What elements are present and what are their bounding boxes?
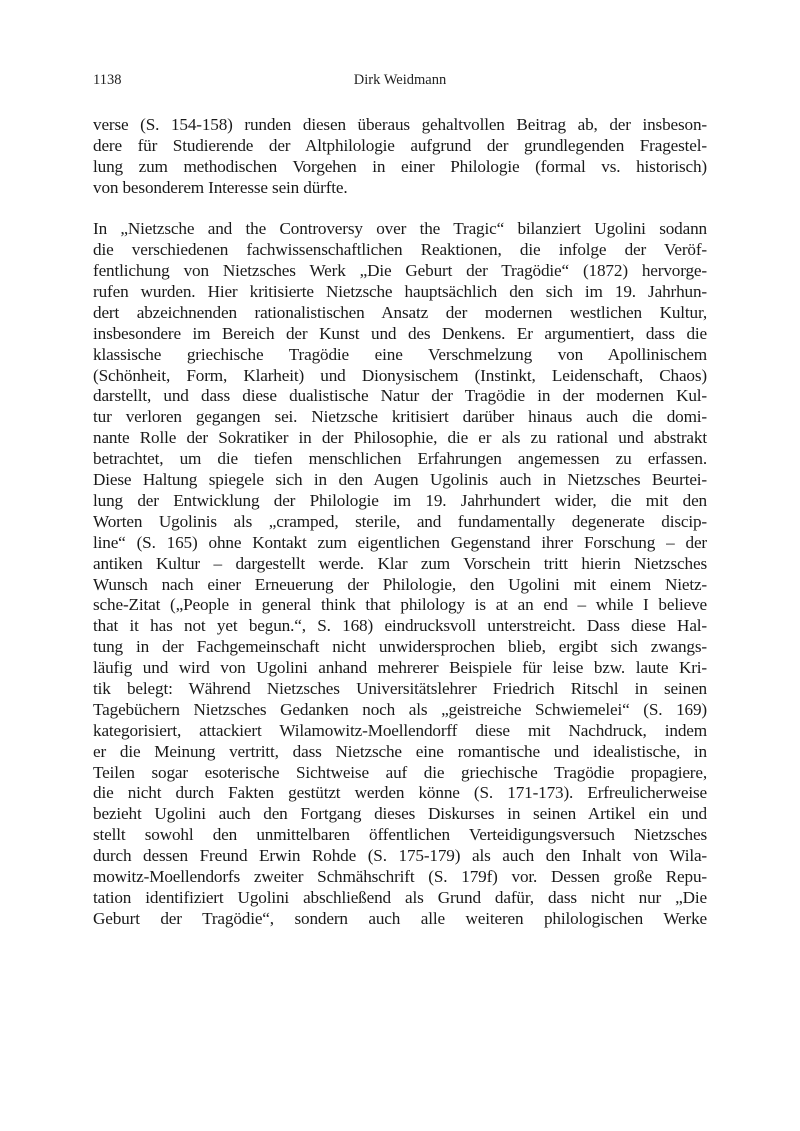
text-line: that it has not yet begun.“, S. 168) eindrucksvoll unterstreicht. Dass diese Hal-: [93, 616, 707, 636]
text-line: bezieht Ugolini auch den Fortgang dieses Diskurses in seinen Artikel ein und: [93, 804, 707, 824]
text-line: rufen wurden. Hier kritisierte Nietzsche hauptsächlich den sich im 19. Jahrhun-: [93, 282, 707, 302]
text-line: die nicht durch Fakten gestützt werden könne (S. 171-173). Erfreulicherweise: [93, 783, 707, 803]
running-head: [93, 72, 707, 92]
body-text: [93, 115, 707, 930]
text-line: durch dessen Freund Erwin Rohde (S. 175-179) als auch den Inhalt von Wila-: [93, 846, 707, 866]
page-number: 1138: [93, 72, 122, 88]
paragraph-review-conclusion: [93, 115, 707, 199]
text-line: insbesondere im Bereich der Kunst und des Denkens. Er argumentiert, dass die: [93, 323, 707, 343]
text-line: In „Nietzsche and the Controversy over the Tragic“ bilanziert Ugolini sodann: [93, 219, 707, 239]
text-line: dere für Studierende der Altphilologie aufgrund der grundlegenden Fragestel-: [93, 135, 707, 155]
text-line: läufig und wird von Ugolini anhand mehrerer Beispiele für leise bzw. laute Kri-: [93, 658, 707, 678]
text-line: lung der Entwicklung der Philologie im 19. Jahrhundert wider, die mit den: [93, 490, 707, 510]
text-line: Diese Haltung spiegele sich in den Augen Ugolinis auch in Nietzsches Beurtei-: [93, 470, 707, 490]
text-line: Teilen sogar esoterische Sichtweise auf die griechische Tragödie propagiere,: [93, 762, 707, 782]
text-line: tation identifiziert Ugolini abschließend als Grund dafür, dass nicht nur „Die: [93, 887, 707, 907]
text-line: klassische griechische Tragödie eine Verschmelzung von Apollinischem: [93, 344, 707, 364]
text-line: Geburt der Tragödie“, sondern auch alle weiteren philologischen Werke: [93, 908, 707, 928]
text-line: dert abzeichnenden rationalistischen Ansatz der modernen westlichen Kultur,: [93, 302, 707, 322]
text-line: tik belegt: Während Nietzsches Universitätslehrer Friedrich Ritschl in seinen: [93, 678, 707, 698]
text-line: stellt sowohl den unmittelbaren öffentlichen Verteidigungsversuch Nietzsches: [93, 825, 707, 845]
text-line: lung zum methodischen Vorgehen in einer Philologie (formal vs. historisch): [93, 156, 707, 176]
text-line: darstellt, und dass diese dualistische Natur der Tragödie in der modernen Kul-: [93, 386, 707, 406]
running-title-author: Dirk Weidmann: [353, 72, 447, 88]
text-line: Worten Ugolinis als „cramped, sterile, and fundamentally degenerate discip-: [93, 511, 707, 531]
text-line: die verschiedenen fachwissenschaftlichen Reaktionen, die infolge der Veröf-: [93, 240, 707, 260]
text-line: line“ (S. 165) ohne Kontakt zum eigentlichen Gegenstand ihrer Forschung – der: [93, 532, 707, 552]
text-line: betrachtet, um die tiefen menschlichen Erfahrungen angemessen zu erfassen.: [93, 449, 707, 469]
text-line: Wunsch nach einer Erneuerung der Philologie, den Ugolini mit einem Nietz-: [93, 574, 707, 594]
text-line: kategorisiert, attackiert Wilamowitz-Moellendorff diese mit Nachdruck, indem: [93, 720, 707, 740]
text-line: nante Rolle der Sokratiker in der Philosophie, die er als zu rational und abstrakt: [93, 428, 707, 448]
text-line: tur verloren gegangen sei. Nietzsche kritisiert darüber hinaus auch die domi-: [93, 407, 707, 427]
text-line: mowitz-Moellendorfs zweiter Schmähschrift (S. 179f) vor. Dessen große Repu-: [93, 866, 707, 886]
text-line: sche-Zitat („People in general think that philology is at an end – while I believe: [93, 595, 707, 615]
text-line: (Schönheit, Form, Klarheit) und Dionysischem (Instinkt, Leidenschaft, Chaos): [93, 365, 707, 385]
text-line: verse (S. 154-158) runden diesen überaus gehaltvollen Beitrag ab, der insbeson-: [93, 115, 707, 134]
paragraph-nietzsche-controversy: [93, 219, 707, 929]
text-line: antiken Kultur – dargestellt werde. Klar zum Vorschein tritt hierin Nietzsches: [93, 553, 707, 573]
text-line: Tagebüchern Nietzsches Gedanken noch als „geistreiche Schwiemelei“ (S. 169): [93, 699, 707, 719]
text-line: von besonderem Interesse sein dürfte.: [93, 177, 348, 197]
text-line: tung in der Fachgemeinschaft nicht unwidersprochen blieb, ergibt sich zwangs-: [93, 637, 707, 657]
text-line: fentlichung von Nietzsches Werk „Die Geburt der Tragödie“ (1872) hervorge-: [93, 261, 707, 281]
text-line: er die Meinung vertritt, dass Nietzsche eine romantische und idealistische, in: [93, 741, 707, 761]
